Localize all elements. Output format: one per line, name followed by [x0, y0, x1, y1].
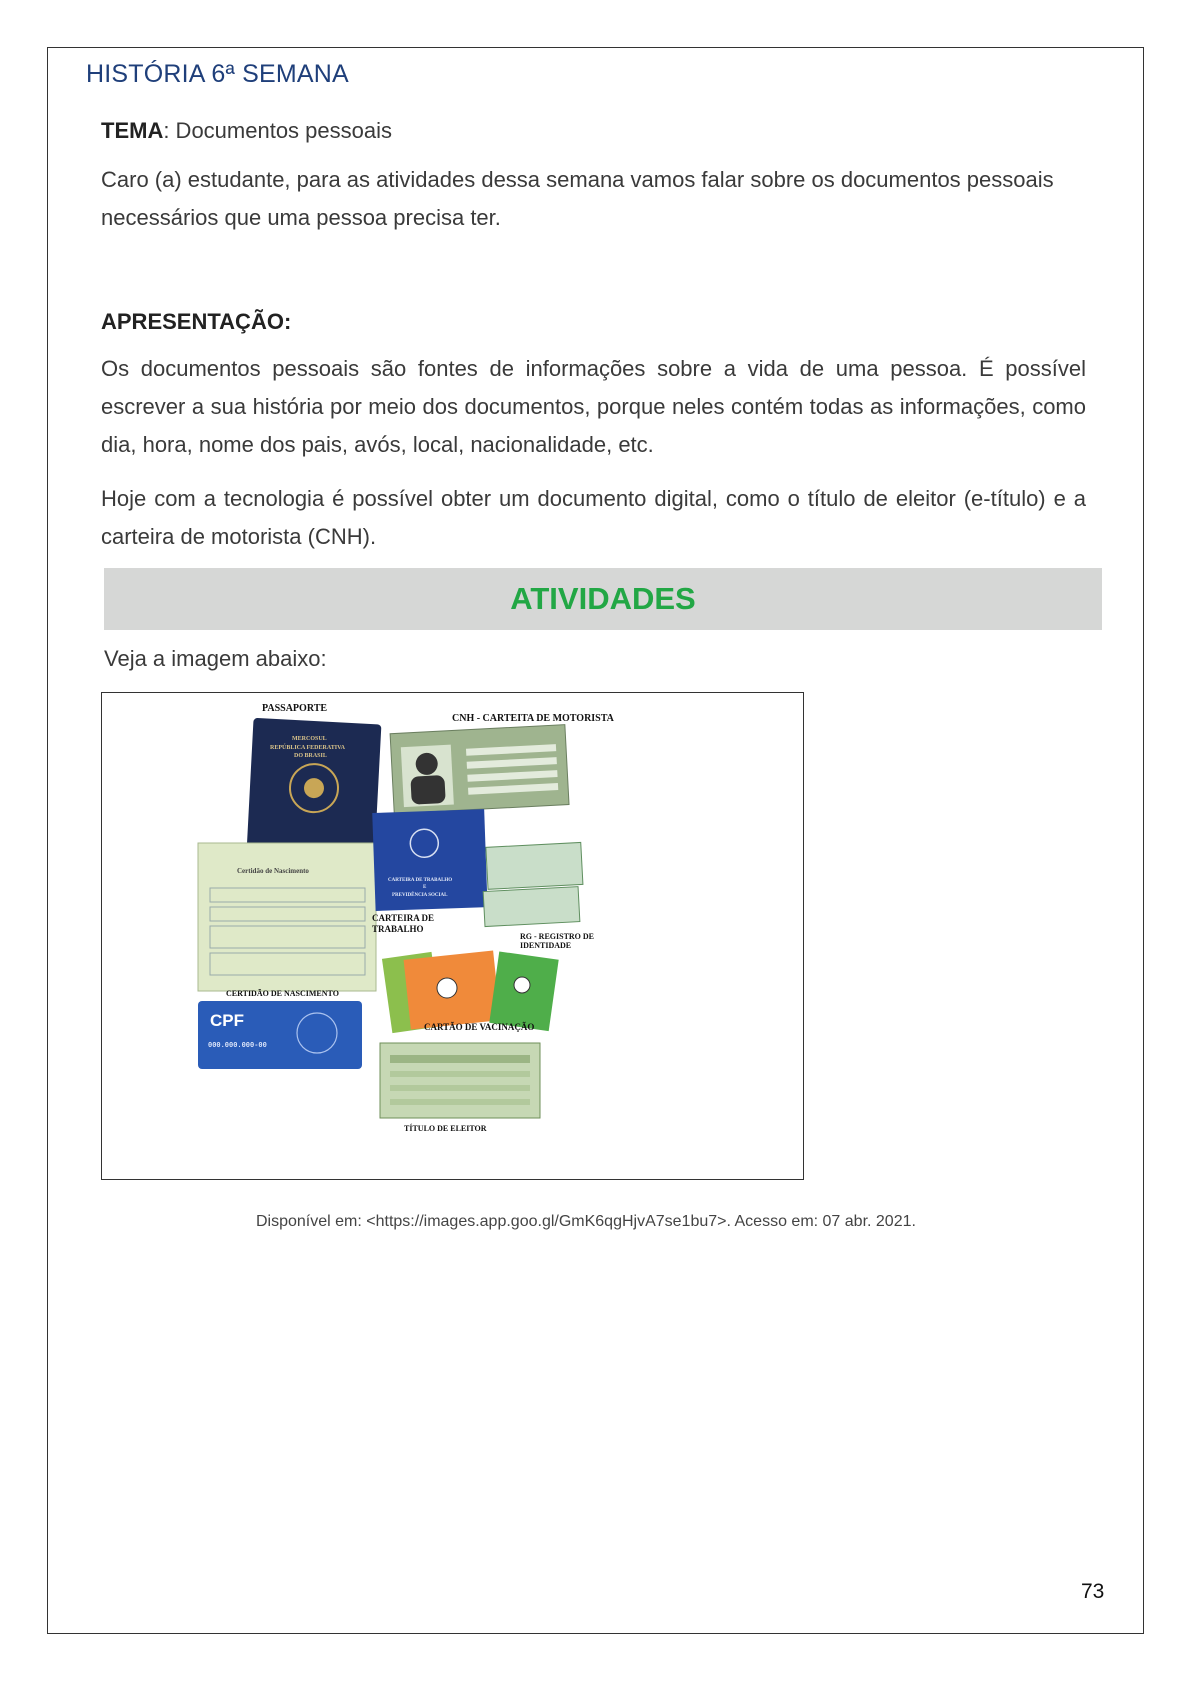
tema-line [101, 112, 1086, 150]
rg-illustration [481, 842, 585, 926]
passport-top-3: DO BRASIL [294, 753, 327, 759]
documents-collage [102, 693, 802, 1178]
page-title: HISTÓRIA 6ª SEMANA [86, 60, 349, 88]
atividades-banner [104, 568, 1102, 630]
tema-label: TEMA [101, 118, 164, 143]
documents-figure [101, 692, 804, 1180]
tema-text: : Documentos pessoais [163, 118, 392, 143]
image-source-caption: Disponível em: <https://images.app.goo.gl/GmK6qgHjvA7se1bu7>. Acesso em: 07 abr. 2021. [256, 1213, 916, 1230]
ctps-cover-2: E [423, 885, 427, 890]
certidao-inner-title: Certidão de Nascimento [237, 867, 309, 875]
certidao-illustration [198, 843, 376, 991]
cpf-number: 000.000.000-00 [208, 1042, 267, 1050]
atividades-title: ATIVIDADES [510, 581, 696, 616]
ctps-cover-3: PREVIDÊNCIA SOCIAL [392, 893, 448, 898]
intro-paragraph: Caro (a) estudante, para as atividades dessa semana vamos falar sobre os documentos pessoais necessários que uma pessoa precisa ter. [101, 167, 1054, 230]
apresentacao-heading: APRESENTAÇÃO: [101, 309, 292, 334]
label-carteira-trabalho-1: CARTEIRA DE [372, 913, 434, 923]
cnh-illustration [390, 725, 569, 814]
label-certidao: CERTIDÃO DE NASCIMENTO [226, 989, 339, 998]
passport-top-1: MERCOSUL [292, 736, 327, 742]
cpf-label: CPF [210, 1011, 244, 1030]
label-rg-2: IDENTIDADE [520, 941, 572, 950]
atividades-prompt: Veja a imagem abaixo: [104, 646, 327, 671]
page-number: 73 [1081, 1580, 1105, 1603]
label-carteira-trabalho-2: TRABALHO [372, 924, 424, 934]
label-cnh: CNH - CARTEITA DE MOTORISTA [452, 713, 614, 724]
apresentacao-paragraph-2: Hoje com a tecnologia é possível obter um documento digital, como o título de eleitor (e-título) e a carteira de motorista (CNH). [101, 486, 1086, 549]
label-titulo: TÍTULO DE ELEITOR [404, 1124, 487, 1133]
label-rg-1: RG - REGISTRO DE [520, 932, 595, 941]
label-vacinacao: CARTÃO DE VACINAÇÃO [424, 1022, 535, 1032]
label-passaporte: PASSAPORTE [262, 703, 328, 714]
apresentacao-paragraph-1: Os documentos pessoais são fontes de informações sobre a vida de uma pessoa. É possível escrever a sua história por meio dos documentos, porque neles contém todas as informações, como dia, hora, nome dos pais, avós, local, nacionalidade, etc. [101, 356, 1086, 457]
titulo-illustration [380, 1043, 540, 1118]
ctps-cover-1: CARTEIRA DE TRABALHO [388, 878, 453, 883]
passport-top-2: REPÚBLICA FEDERATIVA [270, 745, 345, 751]
vacinacao-illustration [382, 950, 559, 1033]
